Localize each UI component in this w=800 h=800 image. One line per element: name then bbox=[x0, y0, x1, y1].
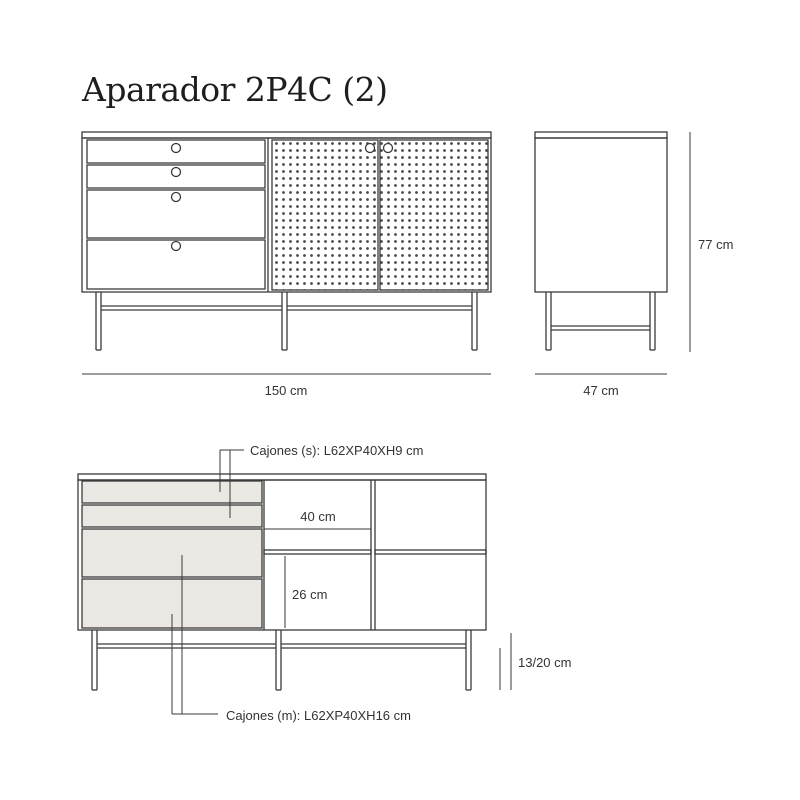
leg-height-label: 13/20 cm bbox=[518, 655, 572, 670]
knob-icon bbox=[172, 193, 181, 202]
shelf-right bbox=[375, 550, 486, 554]
depth-label: 47 cm bbox=[583, 383, 619, 398]
medium-drawer-label: Cajones (m): L62XP40XH16 cm bbox=[226, 708, 411, 723]
leg-height-markers bbox=[500, 633, 511, 690]
shelf-width-label: 40 cm bbox=[300, 509, 336, 524]
knob-icon bbox=[172, 168, 181, 177]
side-body bbox=[535, 138, 667, 292]
drawer-small-1 bbox=[82, 481, 262, 503]
interior-view bbox=[78, 474, 486, 690]
knob-icon bbox=[172, 242, 181, 251]
drawer-3 bbox=[87, 190, 265, 238]
drawer-4 bbox=[87, 240, 265, 289]
width-label: 150 cm bbox=[264, 383, 308, 398]
perforated-door-left bbox=[272, 140, 378, 290]
drawer-small-2 bbox=[82, 505, 262, 527]
side-view bbox=[535, 132, 667, 350]
height-label: 77 cm bbox=[698, 237, 734, 252]
interior-top-board bbox=[78, 474, 486, 480]
side-top-board bbox=[535, 132, 667, 138]
perforated-door-right bbox=[380, 140, 488, 290]
front-top-board bbox=[82, 132, 491, 138]
page-title: Aparador 2P4C (2) bbox=[82, 70, 388, 109]
drawer-medium-1 bbox=[82, 529, 262, 577]
small-drawer-label: Cajones (s): L62XP40XH9 cm bbox=[250, 443, 424, 458]
front-view bbox=[82, 132, 491, 350]
knob-icon bbox=[366, 144, 375, 153]
knob-icon bbox=[384, 144, 393, 153]
knob-icon bbox=[172, 144, 181, 153]
shelf-left bbox=[264, 550, 371, 554]
shelf-height-label: 26 cm bbox=[292, 587, 328, 602]
